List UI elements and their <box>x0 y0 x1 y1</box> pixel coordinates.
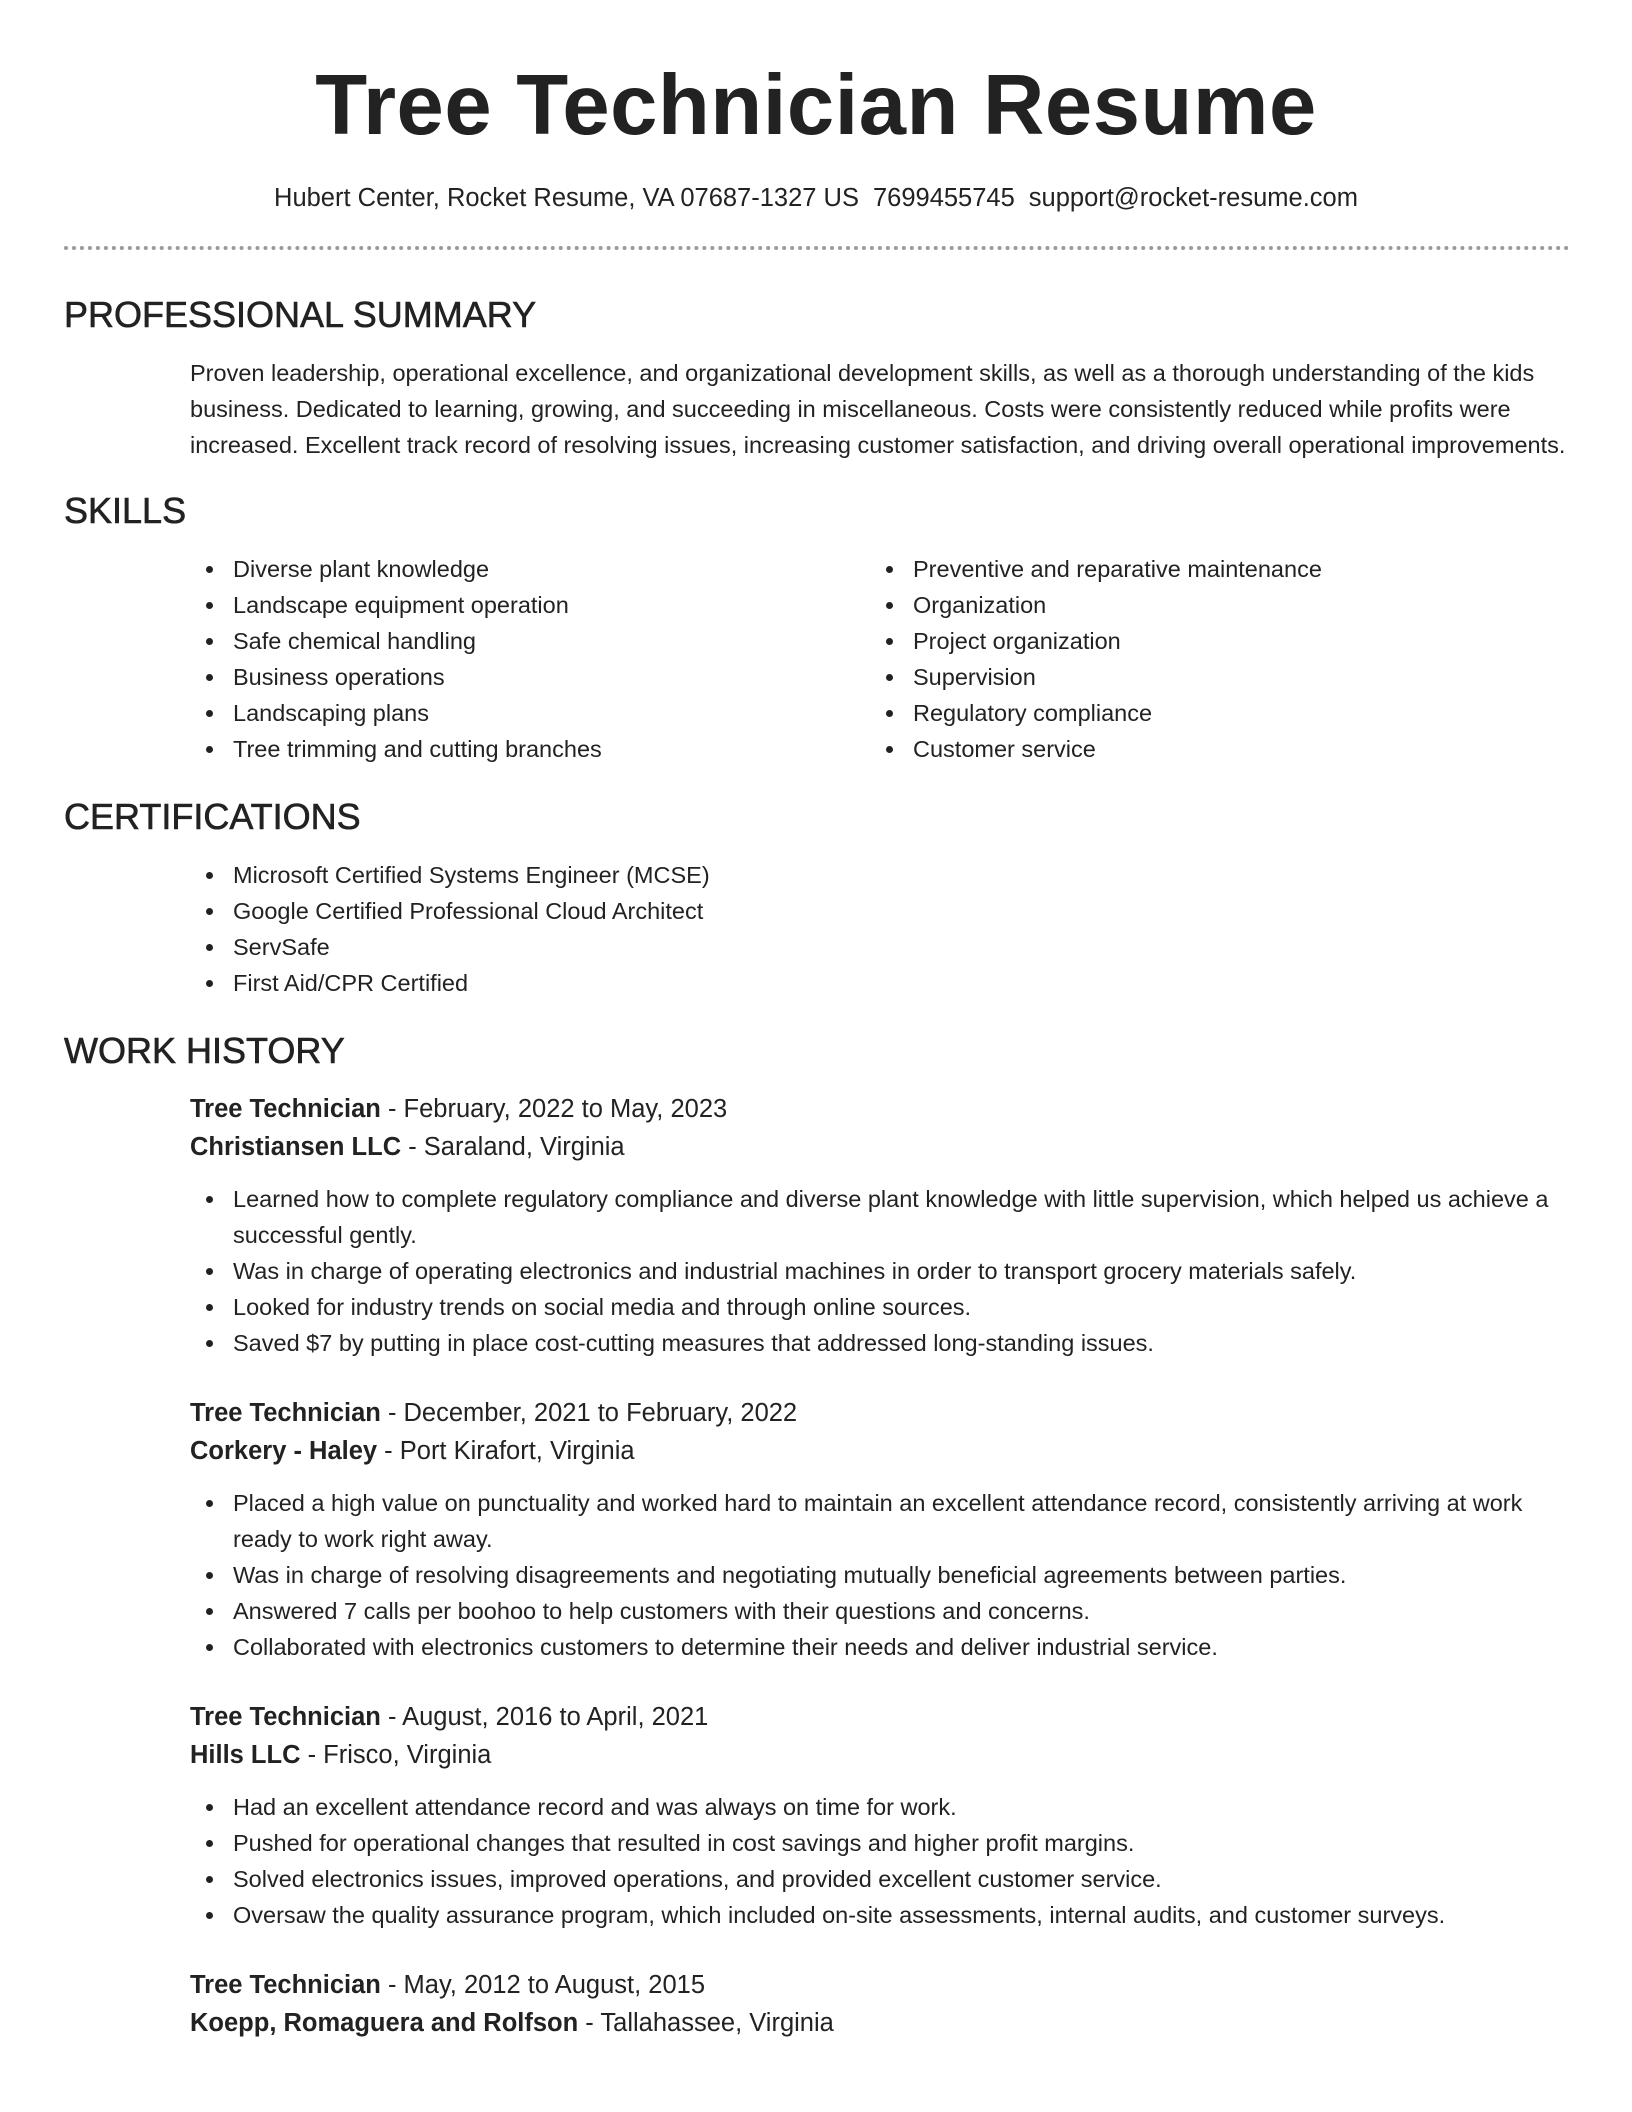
certification-item: Google Certified Professional Cloud Architect <box>190 893 1632 929</box>
job-dates: - February, 2022 to May, 2023 <box>380 1095 728 1123</box>
skills-columns <box>190 551 1632 767</box>
job-title-line <box>190 1698 1570 1736</box>
job-company-line <box>190 2004 1570 2042</box>
skill-item: Diverse plant knowledge <box>190 551 870 587</box>
job-bullet-list <box>190 1789 1570 1933</box>
skill-item: Tree trimming and cutting branches <box>190 731 870 767</box>
job-location: - Saraland, Virginia <box>401 1133 625 1161</box>
job-bullet: Placed a high value on punctuality and worked hard to maintain an excellent attendance record, consistently arriving at work ready to work right away. <box>190 1485 1570 1557</box>
contact-line <box>0 182 1632 214</box>
job-company: Koepp, Romaguera and Rolfson <box>190 2009 579 2037</box>
job-bullet-list <box>190 1181 1570 1361</box>
job-title: Tree Technician <box>190 1971 381 1999</box>
job-title-line <box>190 1090 1570 1128</box>
job-bullet: Was in charge of operating electronics and industrial machines in order to transport grocery materials safely. <box>190 1253 1570 1289</box>
skill-item: Landscaping plans <box>190 695 870 731</box>
certification-item: First Aid/CPR Certified <box>190 965 1632 1001</box>
job-dates: - August, 2016 to April, 2021 <box>380 1703 709 1731</box>
job-entry <box>190 1698 1570 1933</box>
job-dates: - May, 2012 to August, 2015 <box>380 1971 706 1999</box>
skill-item: Organization <box>870 587 1550 623</box>
certification-item: ServSafe <box>190 929 1632 965</box>
work-history-section <box>0 1029 1632 2042</box>
job-bullet: Saved $7 by putting in place cost-cutting measures that addressed long-standing issues. <box>190 1325 1570 1361</box>
contact-address: Hubert Center, Rocket Resume, VA 07687-1327 US <box>274 184 859 212</box>
job-title-line <box>190 1966 1570 2004</box>
job-location: - Port Kirafort, Virginia <box>377 1437 635 1465</box>
summary-heading: PROFESSIONAL SUMMARY <box>64 294 537 335</box>
job-bullet: Learned how to complete regulatory compliance and diverse plant knowledge with little supervision, which helped us achieve a successful gently. <box>190 1181 1570 1253</box>
skill-item: Supervision <box>870 659 1550 695</box>
job-bullet: Pushed for operational changes that resulted in cost savings and higher profit margins. <box>190 1825 1570 1861</box>
job-bullet: Was in charge of resolving disagreements and negotiating mutually beneficial agreements between parties. <box>190 1557 1570 1593</box>
job-title-line <box>190 1394 1570 1432</box>
certifications-heading: CERTIFICATIONS <box>64 796 361 837</box>
job-bullet: Answered 7 calls per boohoo to help customers with their questions and concerns. <box>190 1593 1570 1629</box>
job-bullet: Looked for industry trends on social media and through online sources. <box>190 1289 1570 1325</box>
skills-heading: SKILLS <box>64 490 187 531</box>
skill-item: Project organization <box>870 623 1550 659</box>
contact-email: support@rocket-resume.com <box>1028 184 1358 212</box>
skills-list-left <box>190 551 870 767</box>
job-bullet: Had an excellent attendance record and was always on time for work. <box>190 1789 1570 1825</box>
skill-item: Preventive and reparative maintenance <box>870 551 1550 587</box>
job-bullet: Oversaw the quality assurance program, which included on-site assessments, internal audits, and customer surveys. <box>190 1897 1570 1933</box>
job-location: - Frisco, Virginia <box>300 1741 492 1769</box>
certifications-section <box>0 795 1632 1001</box>
job-entry <box>190 1394 1570 1665</box>
summary-section <box>0 293 1632 463</box>
job-entry <box>190 1090 1570 1361</box>
job-title: Tree Technician <box>190 1095 381 1123</box>
job-entry <box>190 1966 1570 2042</box>
skill-item: Safe chemical handling <box>190 623 870 659</box>
job-title: Tree Technician <box>190 1703 381 1731</box>
header-divider <box>64 246 1570 250</box>
work-history-heading: WORK HISTORY <box>64 1030 345 1071</box>
skills-list-right <box>870 551 1550 767</box>
skill-item: Regulatory compliance <box>870 695 1550 731</box>
resume-title: Tree Technician Resume <box>315 58 1317 153</box>
job-title: Tree Technician <box>190 1399 381 1427</box>
job-bullet: Solved electronics issues, improved operations, and provided excellent customer service. <box>190 1861 1570 1897</box>
job-company-line <box>190 1432 1570 1470</box>
job-location: - Tallahassee, Virginia <box>578 2009 834 2037</box>
skill-item: Landscape equipment operation <box>190 587 870 623</box>
certifications-list <box>190 857 1632 1001</box>
skill-item: Customer service <box>870 731 1550 767</box>
job-company-line <box>190 1736 1570 1774</box>
skills-section <box>0 489 1632 767</box>
certification-item: Microsoft Certified Systems Engineer (MCSE) <box>190 857 1632 893</box>
job-company: Christiansen LLC <box>190 1133 402 1161</box>
summary-text: Proven leadership, operational excellence, and organizational development skills, as well as a thorough understanding of the kids business. Dedicated to learning, growing, and succeeding in miscellaneous. Costs were consistently reduced while profits were increased. Excellent track record of resolving issues, increasing customer satisfaction, and driving overall operational improvements. <box>190 360 1566 458</box>
job-company: Corkery - Haley <box>190 1437 378 1465</box>
contact-phone: 7699455745 <box>872 184 1015 212</box>
job-bullet-list <box>190 1485 1570 1665</box>
skill-item: Business operations <box>190 659 870 695</box>
job-company-line <box>190 1128 1570 1166</box>
job-bullet: Collaborated with electronics customers to determine their needs and deliver industrial service. <box>190 1629 1570 1665</box>
job-dates: - December, 2021 to February, 2022 <box>380 1399 798 1427</box>
job-company: Hills LLC <box>190 1741 301 1769</box>
